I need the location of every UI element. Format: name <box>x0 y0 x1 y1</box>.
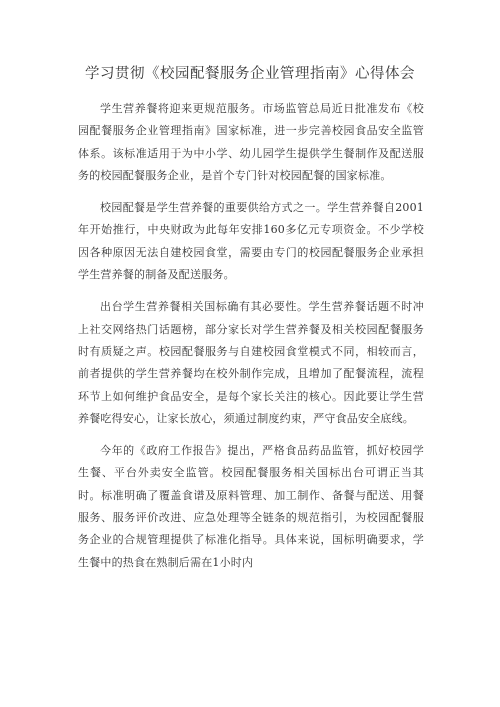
paragraph: 校园配餐是学生营养餐的重要供给方式之一。学生营养餐自2001年开始推行，中央财政为此每年安排160多亿元专项资金。不少学校因各种原因无法自建校园食堂，需要由专门的校园配餐服务企业承担学生营养餐的制备及配送服务。 <box>78 201 424 282</box>
document-title: 学习贯彻《校园配餐服务企业管理指南》心得体会 <box>85 66 415 82</box>
paragraph: 出台学生营养餐相关国标确有其必要性。学生营养餐话题不时冲上社交网络热门话题榜，部分家长对学生营养餐及相关校园配餐服务时有质疑之声。校园配餐服务与自建校园食堂模式不同，相较而言，前者提供的学生营养餐均在校外制作完成，且增加了配餐流程，流程环节上如何维护食品安全，是每个家长关注的核心。因此要让学生营养餐吃得安心，让家长放心，须通过制度约束，严守食品安全底线。 <box>78 300 424 425</box>
paragraph: 学生营养餐将迎来更规范服务。市场监管总局近日批准发布《校园配餐服务企业管理指南》国家标准，进一步完善校园食品安全监管体系。该标准适用于为中小学、幼儿园学生提供学生餐制作及配送服务的校园配餐服务企业，是首个专门针对校园配餐的国家标准。 <box>78 102 424 182</box>
document-body <box>78 98 424 584</box>
paragraph: 今年的《政府工作报告》提出，严格食品药品监管，抓好校园学生餐、平台外卖安全监管。校园配餐服务相关国标出台可谓正当其时。标准明确了覆盖食谱及原料管理、加工制作、备餐与配送、用餐服务、服务评价改进、应急处理等全链条的规范指引，为校园配餐服务企业的合规管理提供了标准化指导。具体来说，国标明确要求，学生餐中的热食在熟制后需在1小时内 <box>78 444 424 569</box>
